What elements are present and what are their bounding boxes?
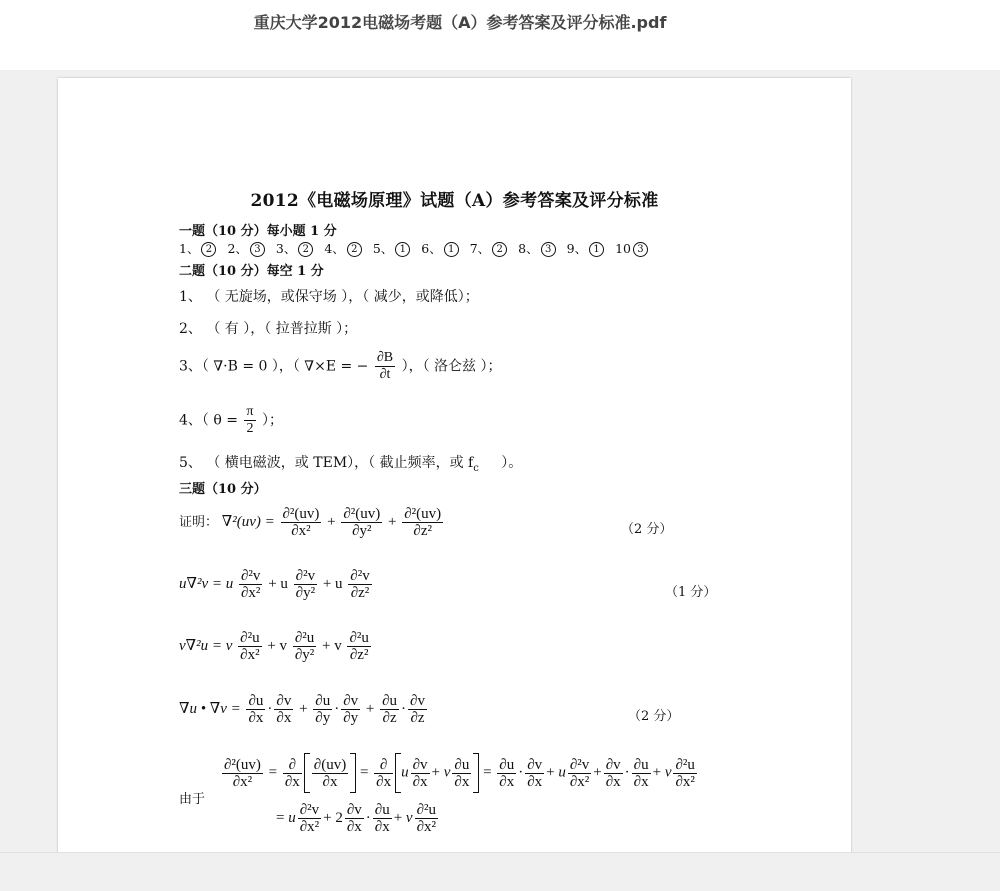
- section-1-answers: [179, 239, 659, 257]
- term-2-den: ∂z²: [349, 647, 369, 663]
- equation-2: [179, 568, 374, 601]
- q3-fraction: $\frac{\partial B}{\partial t}$: [376, 350, 394, 382]
- term-3-num: ∂v: [343, 693, 359, 709]
- q4-part-a: 4、（ θ =: [179, 412, 238, 429]
- q5-end: ）。: [501, 455, 523, 471]
- term-0: [238, 630, 261, 663]
- term-1-den: ∂y²: [295, 585, 316, 601]
- answer-number: 3、: [275, 241, 297, 256]
- answer-item-10: [615, 241, 650, 256]
- eq4-terms: $\frac{\partial u}{\partial x}$ · $\frac{\partial v}{\partial x}$ + $\frac{\partial u}{\partial y}$ · $\frac{\partial v}{\partial y}$ + $\frac{\partial u}{\partial z}$ · $\frac{\partial v}{\partial z}$: [248, 693, 425, 726]
- answer-number: 2、: [227, 241, 248, 256]
- eq5-rhs-5: $\frac{\text{∂²u}}{\text{∂x²}}$: [675, 756, 695, 790]
- eq5-rhs-3: $\frac{\partial v}{\partial x}$: [605, 756, 621, 790]
- term-1-num: ∂²u: [294, 630, 315, 646]
- eq6-3: $\frac{\text{∂²u}}{\text{∂x²}}$: [416, 802, 437, 835]
- eq6-2: $\frac{\partial u}{\partial x}$: [374, 802, 390, 835]
- equation-3: [179, 630, 373, 663]
- answer-q1: 1、 （ 无旋场，或保守场 ），（ 减少，或降低）；: [179, 289, 479, 305]
- answer-q5: [179, 452, 522, 474]
- eq4-lhs: ∇u • ∇v =: [179, 700, 241, 717]
- term-4-num: ∂u: [382, 693, 398, 709]
- answer-number: 10: [615, 241, 631, 256]
- bracket-close-2: [473, 753, 479, 793]
- term-2-num: ∂²v: [350, 568, 370, 584]
- term-5: [408, 693, 427, 726]
- term-2: [347, 630, 370, 663]
- term-2: [348, 568, 371, 601]
- circled-answer: 1: [395, 242, 410, 257]
- equation-4: [179, 693, 429, 726]
- circled-answer: 1: [589, 242, 604, 257]
- term-1-num: ∂²(uv): [343, 506, 381, 522]
- circled-answer: 1: [444, 242, 459, 257]
- term-1: [274, 693, 293, 726]
- eq5-inner: $\frac{\partial(uv)}{\partial x}$: [313, 756, 347, 790]
- score-eq4: （2 分）: [628, 709, 680, 724]
- answer-item-6: [421, 241, 460, 256]
- eq2-lhs: u∇²v = u: [179, 575, 234, 592]
- score-eq1: （2 分）: [621, 522, 673, 537]
- term-0-den: ∂x: [248, 710, 264, 726]
- eq3-terms: $\frac{\text{∂²u}}{\text{∂x²}}$ + v $\frac{\text{∂²u}}{\text{∂y²}}$ + v $\frac{\text{∂²u}}{\text{∂z²}}$: [240, 630, 369, 663]
- term-1-den: ∂y²: [352, 523, 372, 539]
- term-0-num: ∂²(uv): [282, 506, 320, 522]
- answer-item-9: [567, 241, 606, 256]
- eq5-rhs-0: $\frac{\partial u}{\partial x}$: [499, 756, 515, 790]
- circled-answer: 3: [250, 242, 265, 257]
- q3-part-a: 3、（ ∇·B = 0 ），（ ∇×E = −: [179, 358, 369, 375]
- term-2-num: ∂²(uv): [404, 506, 442, 522]
- section-1-heading: 一题（10 分）每小题 1 分: [179, 224, 337, 239]
- eq5-rhs-1: $\frac{\partial v}{\partial x}$: [527, 756, 543, 790]
- term-4-den: ∂z: [382, 710, 397, 726]
- circled-answer: 2: [492, 242, 507, 257]
- eq5-rhs-4: $\frac{\partial u}{\partial x}$: [633, 756, 649, 790]
- circled-answer: 2: [201, 242, 216, 257]
- term-1: [293, 630, 316, 663]
- q3-part-b: ），（ 洛仑兹 ）；: [401, 358, 502, 375]
- term-2-num: ∂u: [315, 693, 331, 709]
- q4-fraction: $\frac{\pi}{2}$: [246, 404, 254, 436]
- answer-number: 7、: [469, 241, 491, 256]
- answer-number: 1、: [179, 241, 200, 256]
- term-5-den: ∂z: [410, 710, 425, 726]
- term-3-den: ∂y: [343, 710, 359, 726]
- term-0-num: ∂²u: [240, 630, 260, 646]
- term-1-num: ∂v: [276, 693, 292, 709]
- section-3-heading: 三题（10 分）: [179, 482, 267, 497]
- eq5-first: $\frac{\text{∂²(uv)}}{\text{∂x²}}$: [224, 756, 261, 790]
- eq5-inner2-b: $\frac{\partial u}{\partial x}$: [454, 756, 470, 790]
- eq5-op: $\frac{\partial}{\partial x}$: [284, 756, 300, 790]
- term-0: [281, 506, 322, 539]
- term-0: [246, 693, 265, 726]
- section-2-heading: 二题（10 分）每空 1 分: [179, 264, 324, 279]
- eq1-terms: $\frac{\text{∂²(uv)}}{\text{∂x²}}$ + $\frac{\text{∂²(uv)}}{\text{∂y²}}$ + $\frac{\text{∂²(uv)}}{\text{∂z²}}$: [282, 506, 442, 539]
- term-0-den: ∂x²: [241, 585, 261, 601]
- eq5-rhs-2: $\frac{\text{∂²v}}{\text{∂x²}}$: [569, 756, 590, 790]
- term-1: [341, 506, 382, 539]
- proof-label: 证明：: [179, 514, 219, 530]
- answer-q2: 2、 （ 有 ），（ 拉普拉斯 ）；: [179, 321, 358, 337]
- term-5-num: ∂v: [410, 693, 425, 709]
- term-2-den: ∂z²: [350, 585, 370, 601]
- term-2: [313, 693, 332, 726]
- answer-item-1: [179, 241, 218, 256]
- eq2-terms: $\frac{\text{∂²v}}{\text{∂x²}}$ + u $\frac{\text{∂²v}}{\text{∂y²}}$ + u $\frac{\text{∂²v}}{\text{∂z²}}$: [241, 568, 370, 601]
- since-label: 由于: [179, 792, 206, 807]
- score-eq2: （1 分）: [665, 585, 717, 600]
- circled-answer: 3: [633, 242, 648, 257]
- viewer-footer: [0, 852, 1000, 891]
- term-0-num: ∂u: [248, 693, 264, 709]
- answer-item-3: [276, 241, 315, 256]
- pdf-page: [58, 78, 851, 858]
- bracket-close: [350, 753, 356, 793]
- eq5-op-2: $\frac{\partial}{\partial x}$: [376, 756, 392, 790]
- term-0-den: ∂x²: [240, 647, 260, 663]
- q5-text: 5、 （ 横电磁波，或 TEM），（ 截止频率，或 f: [179, 455, 474, 471]
- term-1: [294, 568, 317, 601]
- answer-item-7: [470, 241, 509, 256]
- term-0-num: ∂²v: [241, 568, 261, 584]
- circled-answer: 2: [298, 242, 313, 257]
- term-2-den: ∂y: [315, 710, 331, 726]
- term-1-num: ∂²v: [295, 568, 316, 584]
- answer-number: 5、: [372, 241, 394, 256]
- answer-item-5: [373, 241, 412, 256]
- document-title: 2012《电磁场原理》试题（A）参考答案及评分标准: [250, 191, 659, 211]
- q4-part-b: ）；: [261, 412, 283, 429]
- answer-q3: [179, 350, 501, 383]
- term-0-den: ∂x²: [291, 523, 311, 539]
- equation-6: = u $\frac{\text{∂²v}}{\text{∂x²}}$ + 2 $\frac{\partial v}{\partial x}$ · $\frac{\partial u}{\partial x}$ + v $\frac{\text{∂²u}}{\text{∂x²}}$: [276, 802, 437, 835]
- q5-subscript: c: [473, 462, 479, 474]
- eq1-lhs: ∇²(uv) =: [221, 513, 275, 530]
- term-1-den: ∂x: [276, 710, 292, 726]
- file-title: 重庆大学2012电磁场考题（A）参考答案及评分标准.pdf: [253, 13, 667, 32]
- circled-answer: 2: [347, 242, 362, 257]
- bracket-open: [304, 753, 310, 793]
- viewer-header: [0, 0, 1000, 70]
- term-1-den: ∂y²: [294, 647, 315, 663]
- answer-item-4: [324, 241, 363, 256]
- answer-q4: [179, 404, 283, 437]
- answer-item-2: [227, 241, 266, 256]
- answer-item-8: [518, 241, 557, 256]
- term-3: [341, 693, 360, 726]
- answer-number: 6、: [421, 241, 442, 256]
- eq3-lhs: v∇²u = v: [179, 637, 233, 654]
- equation-5: $\frac{\text{∂²(uv)}}{\text{∂x²}}$ = $\frac{\partial}{\partial x}$ $\frac{\partial(uv)}{\partial x}$ = $\frac{\partial}{\partial x}$ u $\frac{\partial v}{\partial x}$ + v $\frac{\partial u}{\partial x}$ = $\frac{\partial u}{\partial x}$ · $\frac{\partial v}{\partial x}$ + u $\frac{\text{∂²v}}{\text{∂x²}}$ + $\frac{\partial v}{\partial x}$ · $\frac{\partial u}{\partial x}$ + v $\frac{\text{∂²u}}{\text{∂x²}}$: [220, 753, 699, 793]
- eq5-inner2-a: $\frac{\partial v}{\partial x}$: [412, 756, 428, 790]
- equation-1: [179, 506, 445, 539]
- answer-number: 9、: [566, 241, 588, 256]
- circled-answer: 3: [541, 242, 556, 257]
- term-2-num: ∂²u: [349, 630, 369, 646]
- answer-number: 4、: [324, 241, 345, 256]
- term-0: [239, 568, 262, 601]
- term-2-den: ∂z²: [413, 523, 432, 539]
- term-4: [380, 693, 399, 726]
- answer-number: 8、: [518, 241, 539, 256]
- eq6-0: $\frac{\text{∂²v}}{\text{∂x²}}$: [299, 802, 320, 835]
- eq6-1: $\frac{\partial v}{\partial x}$: [346, 802, 362, 835]
- term-2: [402, 506, 443, 539]
